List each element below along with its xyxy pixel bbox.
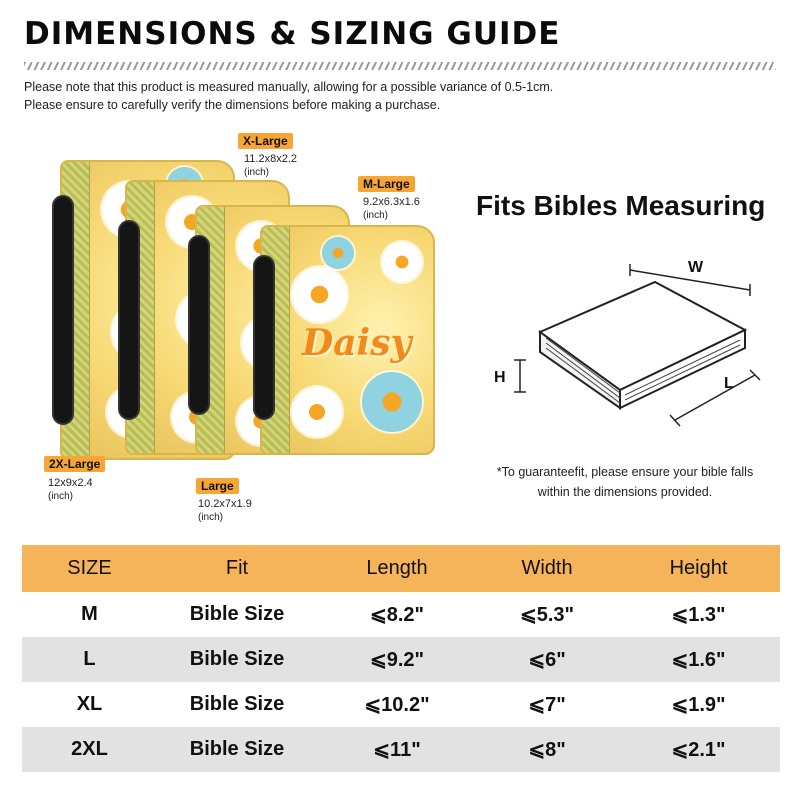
measurement-note: Please note that this product is measured manually, allowing for a possible variance of 0.5-1cm. bbox=[24, 80, 554, 94]
book-dimension-diagram bbox=[480, 240, 780, 430]
size-label-m-large: M-Large bbox=[358, 176, 415, 192]
cell-fit: Bible Size bbox=[189, 738, 285, 760]
cover-name-text: Daisy bbox=[302, 322, 412, 364]
header-length: Length bbox=[366, 557, 428, 579]
header-fit: Fit bbox=[225, 557, 249, 579]
cell-size: L bbox=[83, 648, 96, 670]
daisy-flower bbox=[292, 267, 347, 322]
length-label: L bbox=[724, 375, 734, 392]
cell-width: ⩽5.3" bbox=[519, 604, 575, 626]
verify-note: Please ensure to carefully verify the dimensions before making a purchase. bbox=[24, 98, 441, 112]
cell-width: ⩽8" bbox=[528, 739, 566, 761]
header-size: SIZE bbox=[67, 557, 112, 579]
size-unit-m-large: (inch) bbox=[363, 210, 389, 221]
cell-width: ⩽7" bbox=[528, 694, 566, 716]
size-dims-x-large: 11.2x8x2.2 bbox=[244, 153, 298, 165]
cell-height: ⩽2.1" bbox=[671, 739, 726, 761]
daisy-flower bbox=[382, 242, 422, 282]
cell-length: ⩽11" bbox=[373, 739, 421, 761]
cover-handle bbox=[52, 195, 74, 425]
cell-fit: Bible Size bbox=[189, 648, 285, 670]
table-row bbox=[22, 637, 780, 682]
cell-fit: Bible Size bbox=[189, 603, 285, 625]
table-row bbox=[22, 727, 780, 772]
size-unit-2x-large: (inch) bbox=[48, 491, 74, 502]
cell-length: ⩽9.2" bbox=[369, 649, 425, 671]
cell-height: ⩽1.6" bbox=[671, 649, 726, 671]
cell-width: ⩽6" bbox=[528, 649, 566, 671]
height-label: H bbox=[494, 369, 506, 386]
cell-height: ⩽1.3" bbox=[671, 604, 726, 626]
size-label-2x-large: 2X-Large bbox=[44, 456, 105, 472]
width-label: W bbox=[688, 259, 704, 276]
header-width: Width bbox=[521, 557, 573, 579]
cover-handle bbox=[188, 235, 210, 415]
guarantee-line-2: within the dimensions provided. bbox=[537, 485, 713, 499]
size-unit-large: (inch) bbox=[198, 512, 224, 523]
guarantee-note bbox=[470, 462, 780, 502]
table-header-row bbox=[22, 545, 780, 592]
header-height: Height bbox=[669, 557, 728, 579]
guarantee-line-1: *To guaranteefit, please ensure your bible falls bbox=[496, 465, 754, 479]
cell-length: ⩽10.2" bbox=[364, 694, 430, 716]
size-dims-large: 10.2x7x1.9 bbox=[198, 498, 252, 510]
cell-fit: Bible Size bbox=[189, 693, 285, 715]
cover-m-large bbox=[260, 225, 435, 455]
cell-size: 2XL bbox=[71, 738, 108, 760]
size-table bbox=[22, 545, 780, 772]
size-label-x-large: X-Large bbox=[238, 133, 293, 149]
cover-handle bbox=[253, 255, 275, 420]
table-row bbox=[22, 682, 780, 727]
size-dims-m-large: 9.2x6.3x1.6 bbox=[363, 196, 420, 208]
daisy-flower bbox=[292, 387, 342, 437]
cell-length: ⩽8.2" bbox=[369, 604, 425, 626]
fits-title: Fits Bibles Measuring bbox=[476, 190, 766, 221]
cover-handle bbox=[118, 220, 140, 420]
cell-size: M bbox=[81, 603, 98, 625]
size-unit-x-large: (inch) bbox=[244, 167, 270, 178]
size-label-large: Large bbox=[196, 478, 239, 494]
blue-flower bbox=[362, 372, 422, 432]
page-title: DIMENSIONS & SIZING GUIDE bbox=[24, 16, 561, 52]
table-row bbox=[22, 592, 780, 637]
cell-size: XL bbox=[76, 693, 103, 715]
blue-flower bbox=[322, 237, 354, 269]
hatched-divider bbox=[24, 62, 776, 70]
cell-height: ⩽1.9" bbox=[671, 694, 726, 716]
size-dims-2x-large: 12x9x2.4 bbox=[48, 477, 93, 489]
